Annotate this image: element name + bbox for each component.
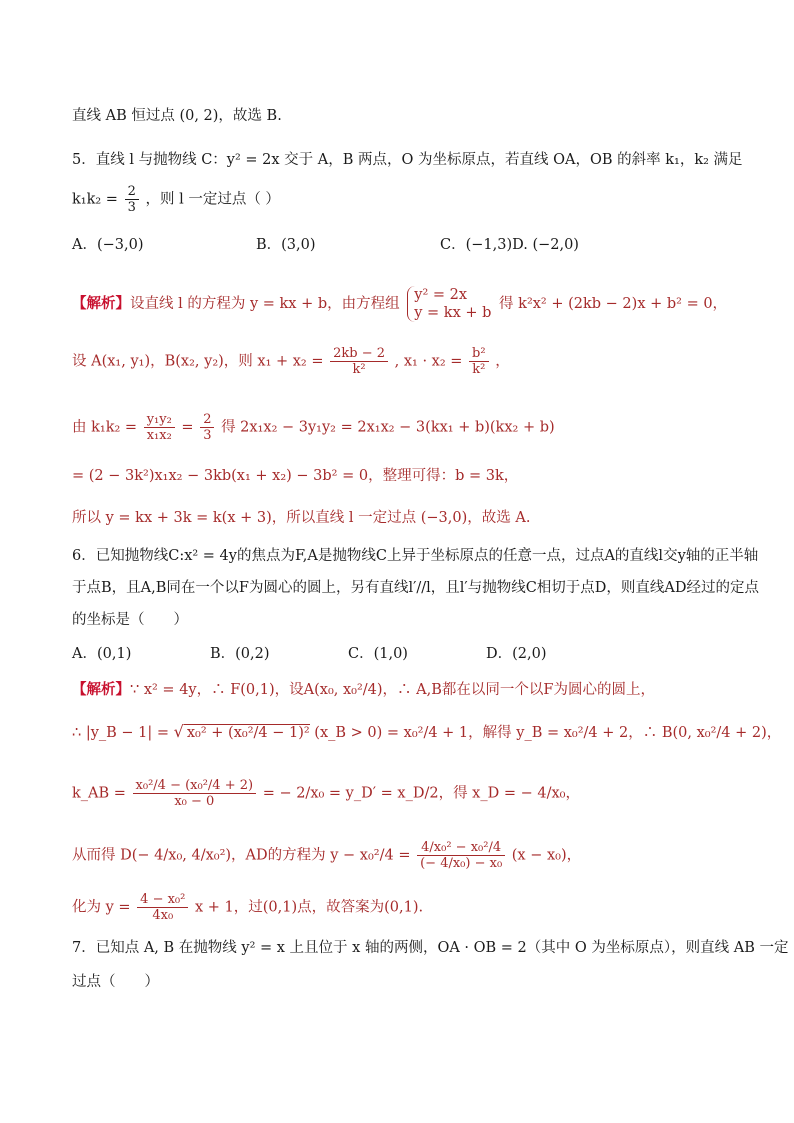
q5-solution-line2: 设 A(x₁, y₁)，B(x₂, y₂)，则 x₁ + x₂ = $\frac{2kb - 2}{\text{k²}}$ , x₁ · x₂ = $\frac{\text{b²}}{\text{k²}}$ ， xyxy=(72,346,510,377)
equation-system: y² = 2x y = kx + b xyxy=(407,286,491,322)
q6-solution-line4: 从而得 D(− 4/x₀, 4/x₀²)，AD的方程为 y − x₀²/4 = $\frac{\text{4/x₀² − x₀²/4}}{\text{(− 4/x₀) − x₀}}$ (x − x₀)， xyxy=(72,840,582,871)
q6-solution-line2: ∴ |y_B − 1| = √ x₀² + (x₀²/4 − 1)² (x_B > 0) = x₀²/4 + 1，解得 y_B = x₀²/4 + 2，∴ B(0, x₀²/4 + 2)， xyxy=(72,722,782,741)
q6-solution-line1: 【解析】∵ x² = 4y，∴ F(0,1)，设A(x₀, x₀²/4)，∴ A,B都在以同一个以F为圆心的圆上， xyxy=(72,681,655,698)
q5-option-b: B．(3,0) xyxy=(256,237,316,253)
q6-option-b: B．(0,2) xyxy=(210,646,270,662)
q6-option-d: D．(2,0) xyxy=(486,646,547,662)
q5-stem-line1: 5．直线 l 与抛物线 C：y² = 2x 交于 A，B 两点，O 为坐标原点，若直线 OA，OB 的斜率 k₁，k₂ 满足 xyxy=(72,152,743,168)
q6-stem-line1: 6．已知抛物线C:x² = 4y的焦点为F,A是抛物线C上异于坐标原点的任意一点，过点A的直线l交y轴的正半轴 xyxy=(72,548,759,564)
q5-option-c-d: C．(−1,3)D. (−2,0) xyxy=(440,237,579,253)
q6-option-c: C．(1,0) xyxy=(348,646,408,662)
q5-solution-line4: = (2 − 3k²)x₁x₂ − 3kb(x₁ + x₂) − 3b² = 0，整理可得：b = 3k， xyxy=(72,468,519,484)
q6-solution-line3: k_AB = $\frac{\text{x₀²/4 − (x₀²/4 + 2)}}{\text{x₀ − 0}}$ = − 2/x₀ = y_D′ = x_D/2，得 x_D = − 4/x₀， xyxy=(72,778,580,809)
q5-fraction: $\frac{2}{3}$ xyxy=(125,184,139,215)
prev-answer-line: 直线 AB 恒过点 (0, 2)，故选 B. xyxy=(72,108,282,124)
q7-stem-line2: 过点（ ） xyxy=(72,974,159,990)
q5-stem-line2 xyxy=(72,184,734,215)
q5-solution-line1: 【解析】设直线 l 的方程为 y = kx + b，由方程组 y² = 2x y = kx + b 得 k²x² + (2kb − 2)x + b² = 0， xyxy=(72,287,728,321)
solution-tag: 【解析】 xyxy=(72,295,130,312)
q5-question: ，则 l 一定过点（ ） xyxy=(145,191,280,208)
q5-condition: k₁k₂ = xyxy=(72,191,118,208)
q5-solution-line3: 由 k₁k₂ = $\frac{\text{y₁y₂}}{\text{x₁x₂}}$ = $\frac{2}{3}$ 得 2x₁x₂ − 3y₁y₂ = 2x₁x₂ − 3(kx₁ + b)(kx₂ + b) xyxy=(72,412,555,443)
q6-solution-line5: 化为 y = $\frac{\text{4 − x₀²}}{\text{4x₀}}$ x + 1，过(0,1)点，故答案为(0,1). xyxy=(72,892,424,923)
solution-tag: 【解析】 xyxy=(72,681,130,698)
q5-solution-line5: 所以 y = kx + 3k = k(x + 3)，所以直线 l 一定过点 (−3,0)，故选 A. xyxy=(72,510,531,526)
square-root: x₀² + (x₀²/4 − 1)² xyxy=(184,724,310,741)
q5-option-a: A．(−3,0) xyxy=(72,237,144,253)
q6-stem-line3: 的坐标是（ ） xyxy=(72,612,188,628)
q7-stem-line1: 7．已知点 A, B 在抛物线 y² = x 上且位于 x 轴的两侧，OA · OB = 2（其中 O 为坐标原点），则直线 AB 一定 xyxy=(72,940,789,956)
q6-stem-line2: 于点B，且A,B同在一个以F为圆心的圆上，另有直线l′//l，且l′与抛物线C相切于点D，则直线AD经过的定点 xyxy=(72,580,760,596)
q6-option-a: A．(0,1) xyxy=(72,646,132,662)
